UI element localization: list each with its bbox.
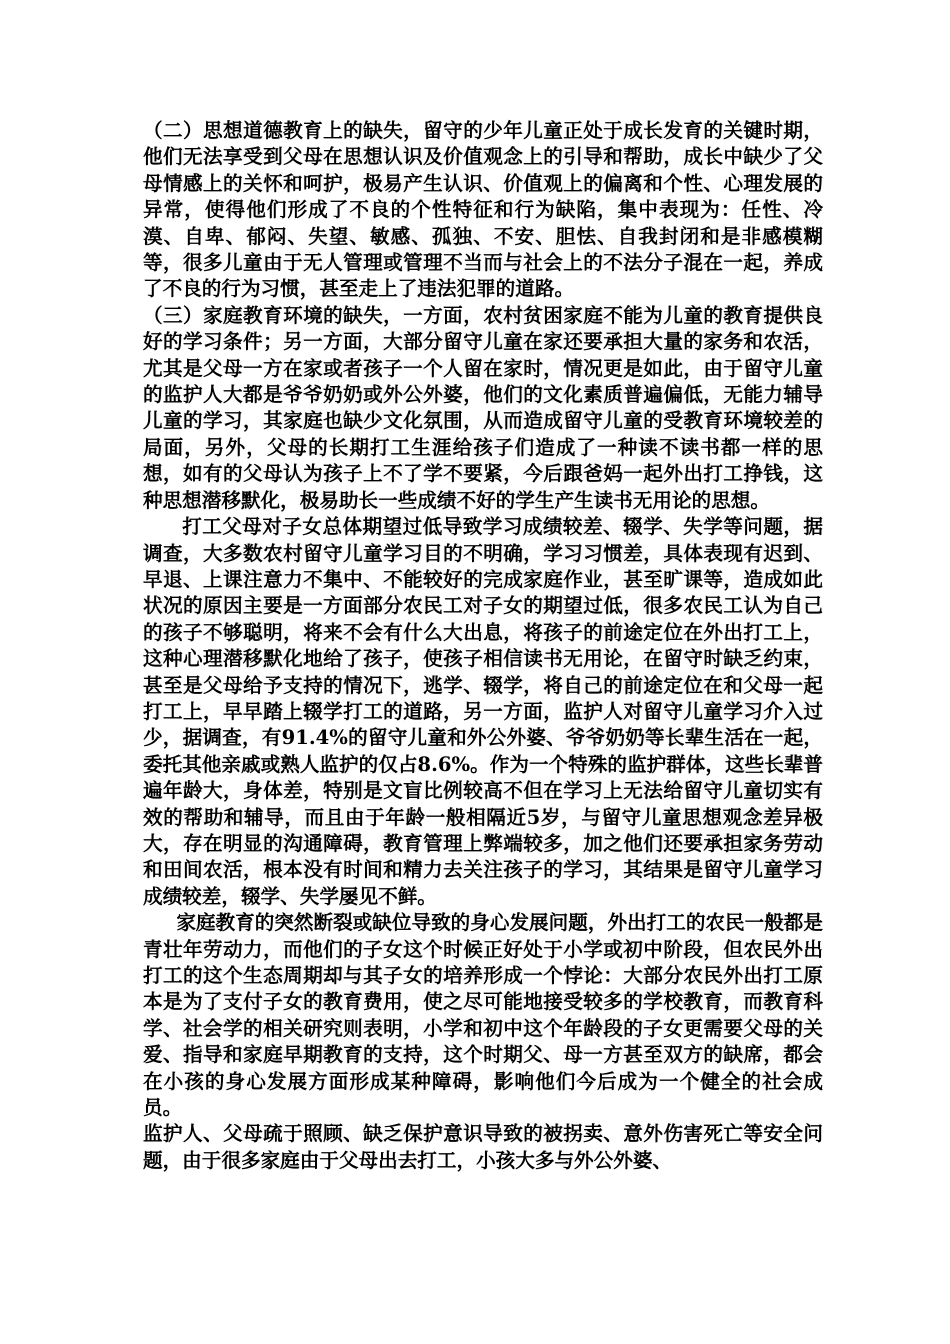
paragraph-family-environment: （三）家庭教育环境的缺失，一方面，农村贫困家庭不能为儿童的教育提供良好的学习条件；另一方面，大部分留守儿童在家还要承担大量的家务和农活，尤其是父母一方在家或者孩子一个人留在家时，情况更是如此，由于留守儿童的监护人大都是爷爷奶奶或外公外婆，他们的文化素质普遍偏低，无能力辅导儿童的学习，其家庭也缺少文化氛围，从而造成留守儿童的受教育环境较差的局面，另外，父母的长期打工生涯给孩子们造成了一种读不读书都一样的思想，如有的父母认为孩子上不了学不要紧，今后跟爸妈一起外出打工挣钱，这种思想潜移默化，极易助长一些成绩不好的学生产生读书无用论的思想。 [143,303,823,512]
document-body [143,118,823,1174]
paragraph-moral-education: （二）思想道德教育上的缺失，留守的少年儿童正处于成长发育的关键时期，他们无法享受到父母在思想认识及价值观念上的引导和帮助，成长中缺少了父母情感上的关怀和呵护，极易产生认识、价值观上的偏离和个性、心理发展的异常，使得他们形成了不良的个性特征和行为缺陷，集中表现为：任性、冷漠、自卑、郁闷、失望、敏感、孤独、不安、胆怯、自我封闭和是非感模糊等，很多儿童由于无人管理或管理不当而与社会上的不法分子混在一起，养成了不良的行为习惯，甚至走上了违法犯罪的道路。 [143,119,823,301]
paragraph-low-expectations: 打工父母对子女总体期望过低导致学习成绩较差、辍学、失学等问题，据调查，大多数农村留守儿童学习目的不明确，学习习惯差，具体表现有迟到、早退、上课注意力不集中、不能较好的完成家庭作业，甚至旷课等，造成如此状况的原因主要是一方面部分农民工对子女的期望过低，很多农民工认为自己的孩子不够聪明，将来不会有什么大出息，将孩子的前途定位在外出打工上，这种心理潜移默化地给了孩子，使孩子相信读书无用论，在留守时缺乏约束，甚至是父母给予支持的情况下，逃学、辍学，将自己的前途定位在和父母一起打工上，早早踏上辍学打工的道路，另一方面，监护人对留守儿童学习介入过少，据调查，有91.4%的留守儿童和外公外婆、爷爷奶奶等长辈生活在一起，委托其他亲戚或熟人监护的仅占8.6%。作为一个特殊的监护群体，这些长辈普遍年龄大，身体差，特别是文盲比例较高不但在学习上无法给留守儿童切实有效的帮助和辅导，而且由于年龄一般相隔近5岁，与留守儿童思想观念差异极大，存在明显的沟通障碍，教育管理上弊端较多，加之他们还要承担家务劳动和田间农活，根本没有时间和精力去关注孩子的学习，其结果是留守儿童学习成绩较差，辍学、失学屡见不鲜。 [143,515,823,908]
paragraph-development-issues: 家庭教育的突然断裂或缺位导致的身心发展问题，外出打工的农民一般都是青壮年劳动力，而他们的子女这个时候正好处于小学或初中阶段，但农民外出打工的这个生态周期却与其子女的培养形成一个悖论：大部分农民外出打工原本是为了支付子女的教育费用，使之尽可能地接受较多的学校教育，而教育科学、社会学的相关研究则表明，小学和初中这个年龄段的子女更需要父母的关爱、指导和家庭早期教育的支持，这个时期父、母一方甚至双方的缺席，都会在小孩的身心发展方面形成某种障碍，影响他们今后成为一个健全的社会成员。 [143,911,823,1120]
paragraph-safety-issues: 监护人、父母疏于照顾、缺乏保护意识导致的被拐卖、意外伤害死亡等安全问题，由于很多家庭由于父母出去打工，小孩大多与外公外婆、 [143,1122,823,1172]
